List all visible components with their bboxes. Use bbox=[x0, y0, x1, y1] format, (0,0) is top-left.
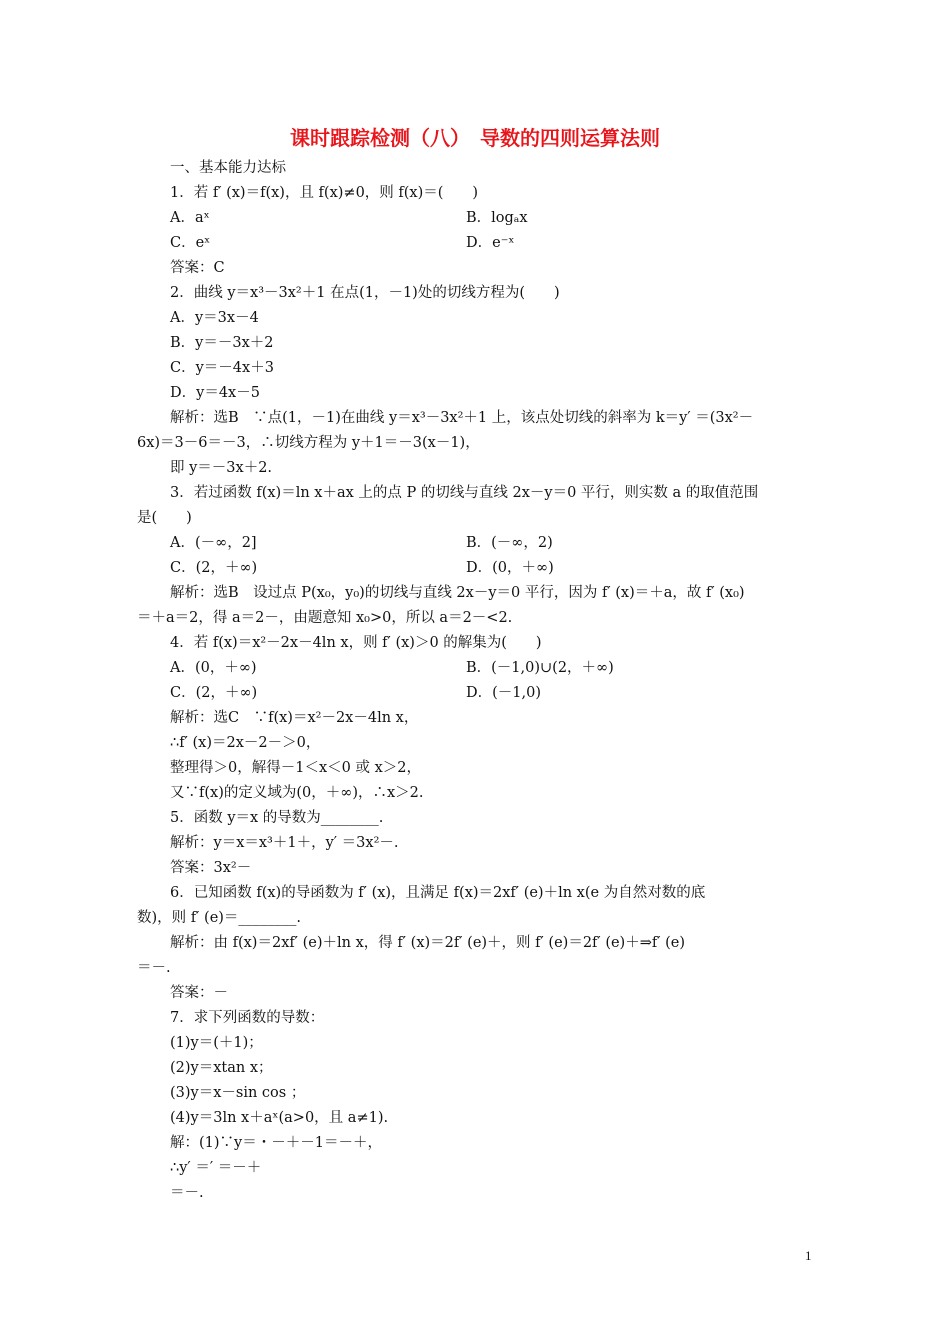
text-line: ＝－. bbox=[137, 960, 171, 976]
text-line: ＝＋a＝2，得 a＝2－，由题意知 x₀>0，所以 a＝2－<2. bbox=[137, 610, 513, 626]
option-text: C．eˣ bbox=[170, 235, 211, 251]
text-line: 解析：选B ∵点(1，－1)在曲线 y＝x³－3x²＋1 上，该点处切线的斜率为 k＝y′ ＝(3x²－ bbox=[170, 410, 754, 426]
text-line: ∴y′ ＝′ ＝－＋ bbox=[170, 1160, 262, 1176]
text-line: 6．已知函数 f(x)的导函数为 f′ (x)，且满足 f(x)＝2xf′ (e)＋ln x(e 为自然对数的底 bbox=[170, 885, 706, 901]
text-line: 答案：－ bbox=[170, 985, 228, 1001]
text-line: 即 y＝－3x＋2. bbox=[170, 460, 273, 476]
text-line: 7．求下列函数的导数： bbox=[170, 1010, 325, 1026]
text-line: C．y＝－4x＋3 bbox=[170, 360, 274, 376]
text-line: 解析：选B 设过点 P(x₀，y₀)的切线与直线 2x－y＝0 平行，因为 f′ (x)＝＋a，故 f′ (x₀) bbox=[170, 585, 745, 601]
text-line: A．y＝3x－4 bbox=[170, 310, 259, 326]
text-line: D．y＝4x－5 bbox=[170, 385, 260, 401]
text-line: 是( ) bbox=[137, 510, 192, 526]
text-line: ∴f′ (x)＝2x－2－＞0， bbox=[170, 735, 321, 751]
text-line: (3)y＝x－sin cos ； bbox=[170, 1085, 306, 1101]
option-text: D．(－1,0) bbox=[466, 685, 541, 701]
text-line: (4)y＝3ln x＋aˣ(a>0，且 a≠1). bbox=[170, 1110, 389, 1126]
text-line: 又∵f(x)的定义域为(0，＋∞)，∴x＞2. bbox=[170, 785, 424, 801]
page-title: 课时跟踪检测（八） 导数的四则运算法则 bbox=[290, 126, 660, 150]
option-row bbox=[137, 681, 815, 706]
text-line: 4．若 f(x)＝x²－2x－4ln x，则 f′ (x)＞0 的解集为( ) bbox=[170, 635, 542, 651]
option-text: D．(0，＋∞) bbox=[466, 560, 554, 576]
option-row bbox=[137, 531, 815, 556]
document-body bbox=[137, 156, 815, 1206]
text-line: 2．曲线 y＝x³－3x²＋1 在点(1，－1)处的切线方程为( ) bbox=[170, 285, 560, 301]
text-line: B．y＝－3x＋2 bbox=[170, 335, 274, 351]
text-line: 6x)＝3－6＝－3，∴切线方程为 y＋1＝－3(x－1)， bbox=[137, 435, 480, 451]
option-text: A．aˣ bbox=[170, 210, 210, 226]
text-line: 1．若 f′ (x)＝f(x)，且 f(x)≠0，则 f(x)＝( ) bbox=[170, 185, 479, 201]
text-line: 解析：选C ∵f(x)＝x²－2x－4ln x， bbox=[170, 710, 419, 726]
text-line: 5．函数 y＝x 的导数为________. bbox=[170, 810, 384, 826]
text-line: (2)y＝xtan x； bbox=[170, 1060, 273, 1076]
option-row bbox=[137, 556, 815, 581]
option-row bbox=[137, 206, 815, 231]
option-text: C．(2，＋∞) bbox=[170, 560, 258, 576]
text-line: 答案：3x²－ bbox=[170, 860, 252, 876]
option-text: C．(2，＋∞) bbox=[170, 685, 258, 701]
option-text: B．logₐx bbox=[466, 210, 528, 226]
text-line: 一、基本能力达标 bbox=[170, 160, 286, 176]
text-line: ＝－. bbox=[170, 1185, 204, 1201]
option-text: A．(－∞，2] bbox=[170, 535, 257, 551]
page-number: 1 bbox=[805, 1248, 812, 1263]
option-row bbox=[137, 231, 815, 256]
text-line: (1)y＝(＋1)； bbox=[170, 1035, 263, 1051]
text-line: 3．若过函数 f(x)＝ln x＋ax 上的点 P 的切线与直线 2x－y＝0 平行，则实数 a 的取值范围 bbox=[170, 485, 759, 501]
option-row bbox=[137, 656, 815, 681]
option-text: B．(－∞，2) bbox=[466, 535, 553, 551]
option-text: D．e⁻ˣ bbox=[466, 235, 515, 251]
text-line: 解析：由 f(x)＝2xf′ (e)＋ln x，得 f′ (x)＝2f′ (e)＋，则 f′ (e)＝2f′ (e)＋⇒f′ (e) bbox=[170, 935, 686, 951]
text-line: 整理得＞0，解得－1＜x＜0 或 x＞2， bbox=[170, 760, 421, 776]
text-line: 数)，则 f′ (e)＝________. bbox=[137, 910, 302, 926]
text-line: 答案：C bbox=[170, 260, 225, 276]
option-text: A．(0，＋∞) bbox=[170, 660, 257, 676]
text-line: 解：(1)∵y＝・－＋－1＝－＋， bbox=[170, 1135, 382, 1151]
option-text: B．(－1,0)∪(2，＋∞) bbox=[466, 660, 614, 676]
text-line: 解析：y＝x＝x³＋1＋，y′ ＝3x²－. bbox=[170, 835, 399, 851]
